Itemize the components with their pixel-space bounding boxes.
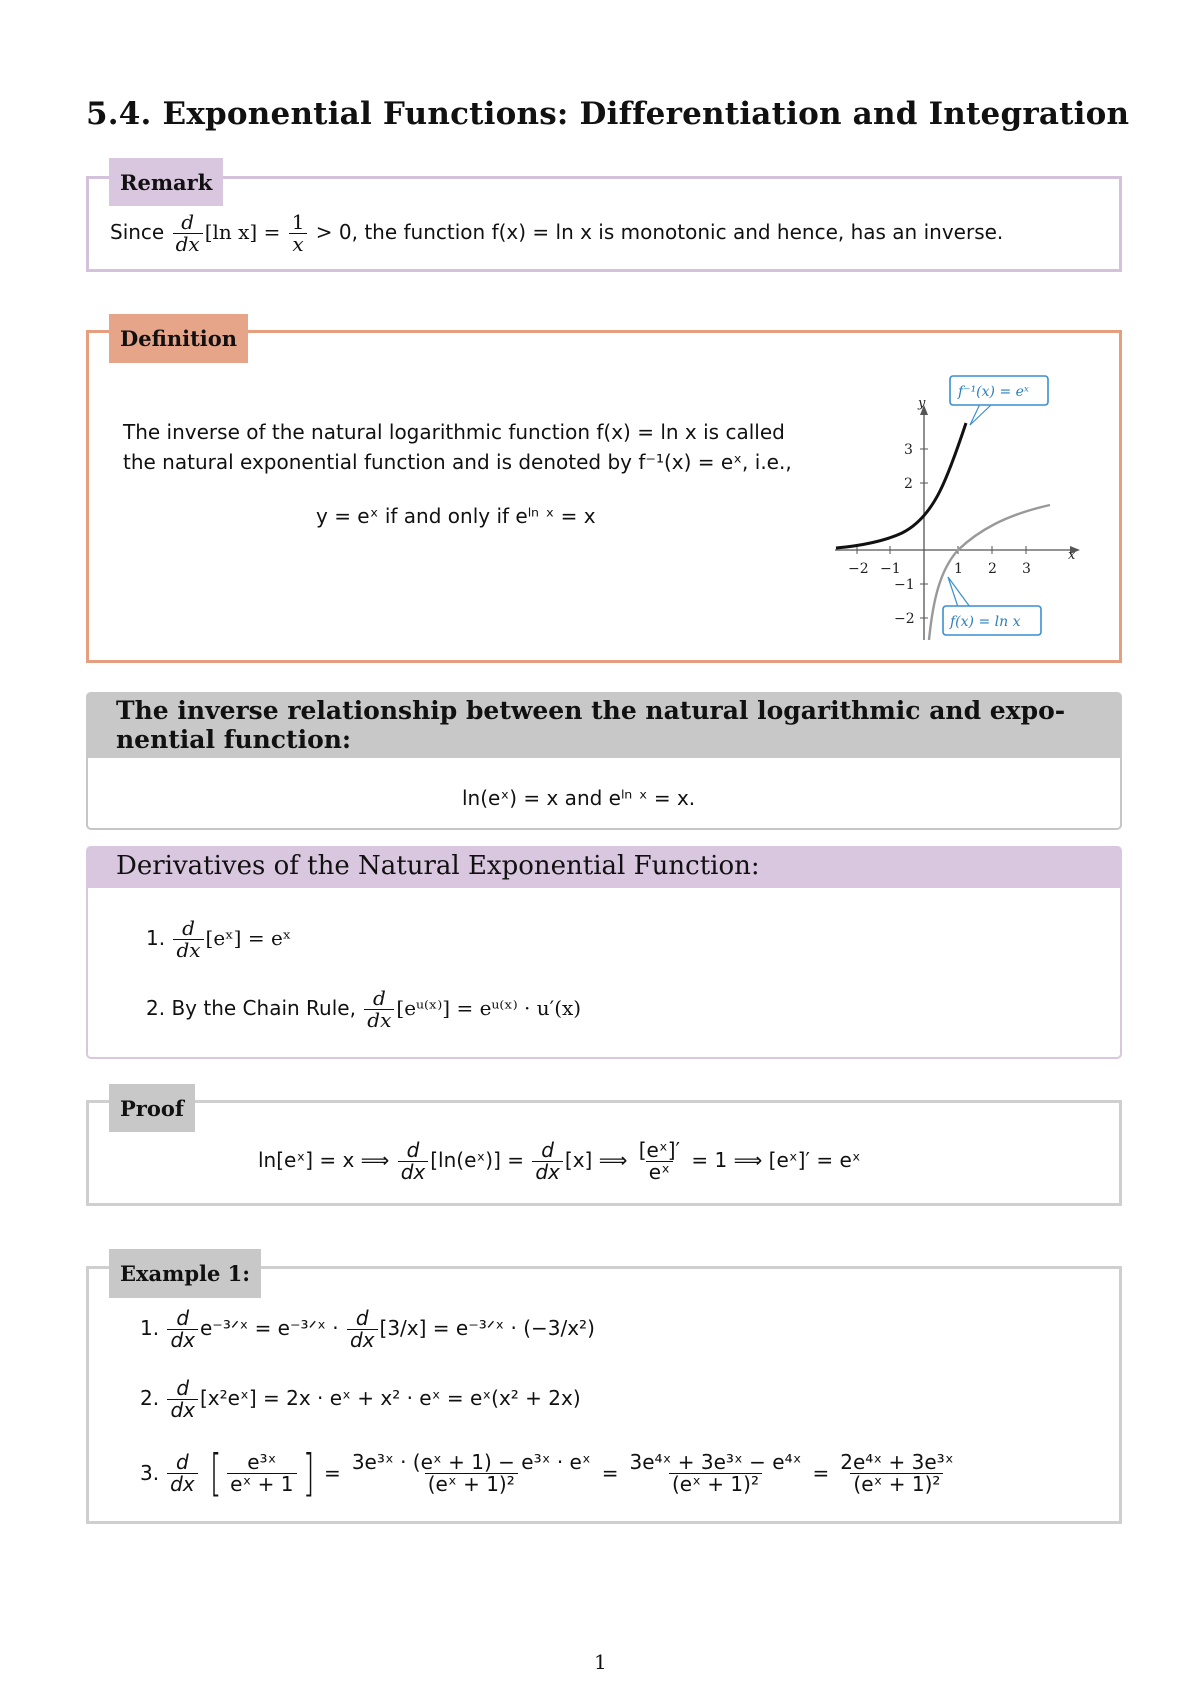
example-label: Example 1: [109,1249,261,1298]
derivative-item-2: 2. By the Chain Rule, $\frac{d}{dx}$ [eᵘ⁽ˣ⁾] = eᵘ⁽ˣ⁾ · u′(x) [146,986,582,1032]
axis-y-label: y [918,396,926,411]
proof-label: Proof [109,1084,195,1132]
exp-curve [836,423,966,548]
axis-x-label: x [1068,548,1076,563]
example-item-1: 1. $\frac{d}{dx}$ e⁻³ᐟˣ = e⁻³ᐟˣ · $\frac{d}{dx}$ [3/x] = e⁻³ᐟˣ · (−3/x²) [140,1306,595,1352]
ytick-2: 2 [904,476,913,492]
remark-lnx: [ln x] = [204,220,281,244]
xtick-neg1: −1 [880,561,901,577]
callout-bottom-text: f(x) = ln x [950,614,1021,630]
callout-top-pointer [970,404,992,425]
xtick-2: 2 [988,561,997,577]
proof-formula: ln[eˣ] = x ⟹ $\frac{d}{dx}$ [ln(eˣ)] = $\frac{d}{dx}$ [x] ⟹ $\frac{\text{[eˣ]′}}{\text{eˣ}}$ = 1 ⟹ [eˣ]′ = eˣ [258,1138,861,1184]
remark-one-over-x: $\frac{1}{x}$ [289,212,308,255]
remark-d-dx: $\frac{d}{dx}$ [173,212,203,255]
inverse-header-line1: The inverse relationship between the natural logarithmic and expo- [116,696,1066,725]
remark-text [110,212,1003,255]
xtick-1: 1 [954,561,963,577]
definition-line-3: y = eˣ if and only if eˡⁿ ˣ = x [316,504,596,528]
callout-top-text: f⁻¹(x) = eˣ [958,384,1029,400]
definition-label: Definition [109,314,248,363]
ytick-neg2: −2 [894,611,915,627]
ytick-3: 3 [904,442,913,458]
remark-label: Remark [109,158,223,206]
example-item-3: 3. $\frac{d}{dx}$ [ $\frac{\text{e³ˣ}}{\text{eˣ + 1}}$ ] = $\frac{\text{3e³ˣ · (eˣ + 1) − e³ˣ · eˣ}}{\text{(eˣ + 1)²}}$ = $\frac{\text{3e⁴ˣ + 3e³ˣ − e⁴ˣ}}{\text{(eˣ + 1)²}}$ = $\frac{\text{2e⁴ˣ + 3e³ˣ}}{\text{(eˣ + 1)²}}$ [140,1444,954,1502]
inverse-formula: ln(eˣ) = x and eˡⁿ ˣ = x. [462,786,696,810]
inverse-header [86,692,1122,758]
xtick-neg2: −2 [848,561,869,577]
inverse-header-line2: nential function: [116,725,352,754]
remark-rest: > 0, the function f(x) = ln x is monotonic and hence, has an inverse. [315,220,1004,244]
page-number: 1 [594,1650,607,1674]
exp-log-graph [830,365,1090,655]
definition-line-2: the natural exponential function and is denoted by f⁻¹(x) = eˣ, i.e., [123,450,792,474]
callout-bottom-pointer [948,577,970,607]
example-item-2: 2. $\frac{d}{dx}$ [x²eˣ] = 2x · eˣ + x² · eˣ = eˣ(x² + 2x) [140,1376,581,1422]
page-title: 5.4. Exponential Functions: Differentiation and Integration [86,96,1130,132]
remark-since: Since [110,220,165,244]
derivatives-header: Derivatives of the Natural Exponential Function: [86,846,1122,888]
ytick-neg1: −1 [894,577,915,593]
xtick-3: 3 [1022,561,1031,577]
derivative-item-1: 1. $\frac{d}{dx}$ [eˣ] = eˣ [146,916,292,962]
definition-line-1: The inverse of the natural logarithmic function f(x) = ln x is called [123,420,785,444]
